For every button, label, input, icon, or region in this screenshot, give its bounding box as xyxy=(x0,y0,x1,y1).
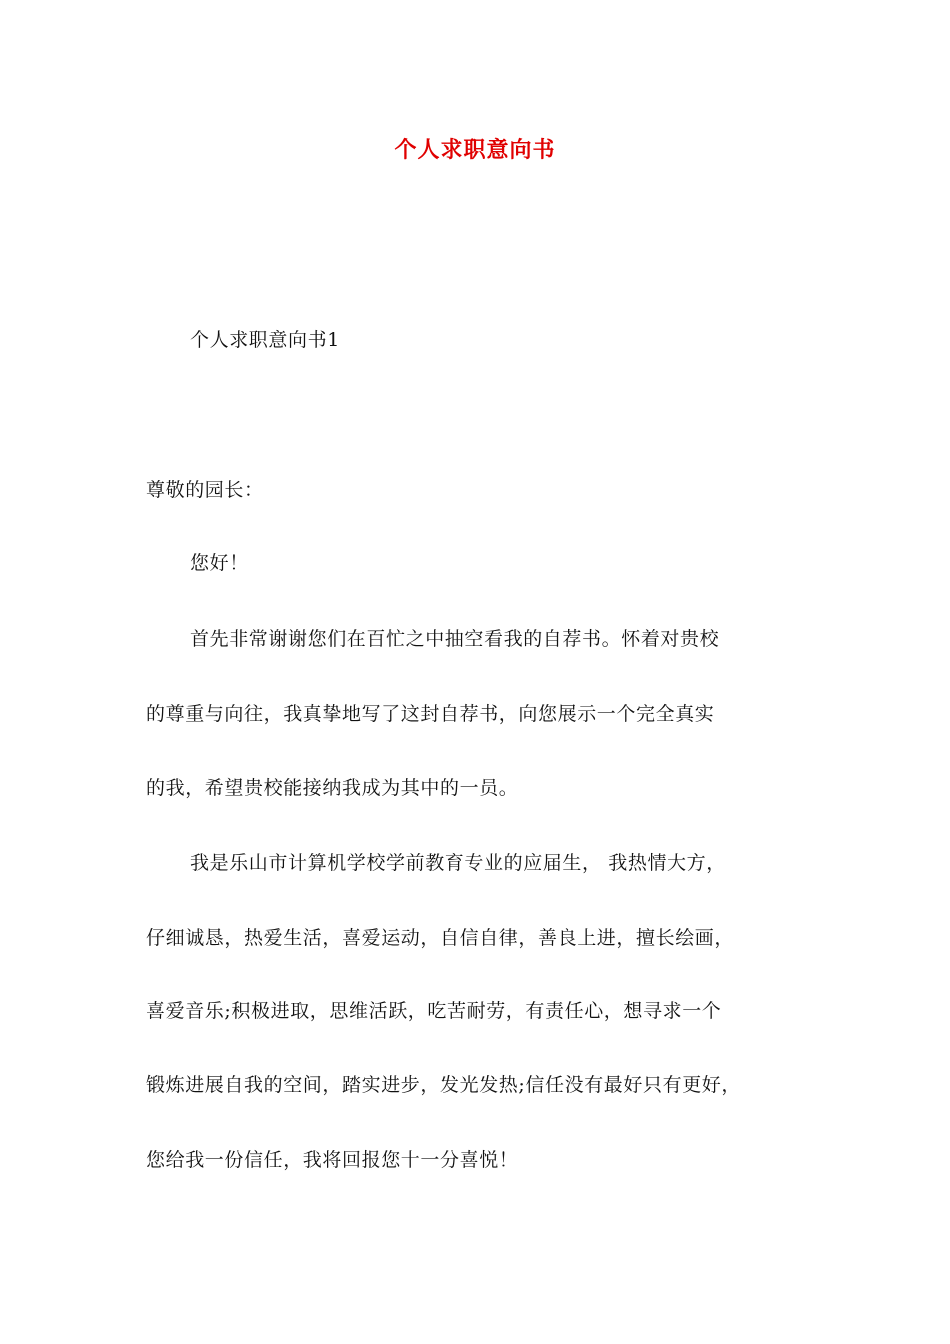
paragraph2-line2: 仔细诚恳，热爱生活，喜爱运动，自信自律，善良上进，擅长绘画， xyxy=(146,927,735,949)
paragraph1-line3: 的我，希望贵校能接纳我成为其中的一员。 xyxy=(146,777,519,799)
section-heading: 个人求职意向书1 xyxy=(190,329,340,351)
paragraph1-line1: 首先非常谢谢您们在百忙之中抽空看我的自荐书。怀着对贵校 xyxy=(190,628,720,650)
salutation: 尊敬的园长： xyxy=(146,479,264,501)
paragraph2-line3: 喜爱音乐;积极进取，思维活跃，吃苦耐劳，有责任心，想寻求一个 xyxy=(146,1000,722,1022)
paragraph2-line1: 我是乐山市计算机学校学前教育专业的应届生， 我热情大方， xyxy=(190,852,726,874)
paragraph2-line5: 您给我一份信任，我将回报您十一分喜悦！ xyxy=(146,1149,519,1171)
paragraph2-line4: 锻炼进展自我的空间，踏实进步，发光发热;信任没有最好只有更好， xyxy=(146,1074,742,1096)
greeting: 您好！ xyxy=(190,552,249,574)
paragraph1-line2: 的尊重与向往，我真挚地写了这封自荐书，向您展示一个完全真实 xyxy=(146,703,715,725)
document-title: 个人求职意向书 xyxy=(394,137,556,163)
